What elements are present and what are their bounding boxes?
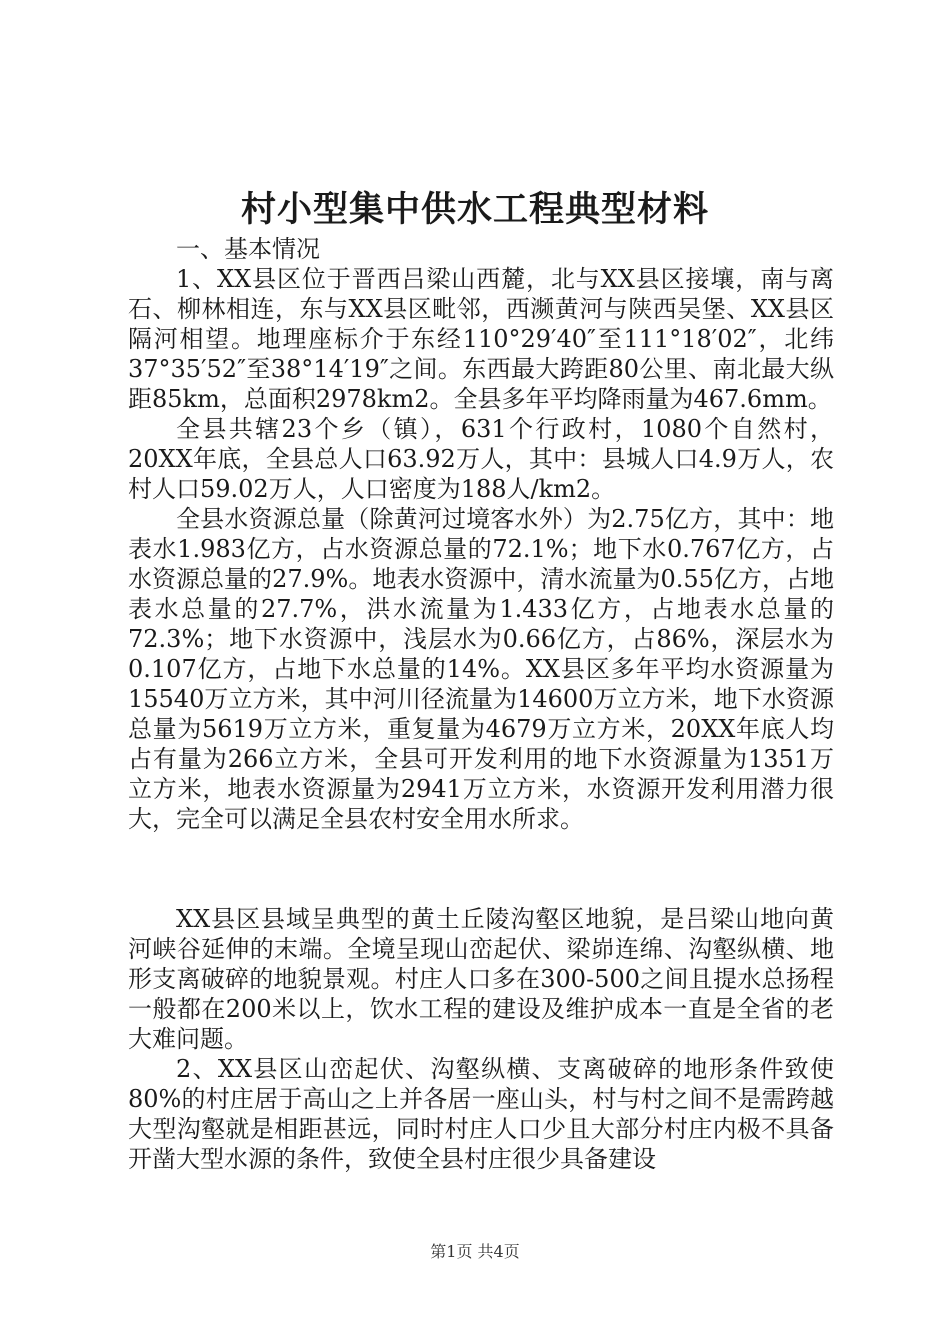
paragraph: 全县共辖23个乡（镇），631个行政村，1080个自然村，20XX年底，全县总人口63.92万人，其中：县城人口4.9万人，农村人口59.02万人，人口密度为188人/km2。 xyxy=(128,415,834,503)
body-block-1 xyxy=(128,234,834,834)
paragraph: 1、XX县区位于晋西吕梁山西麓，北与XX县区接壤，南与离石、柳林相连，东与XX县区毗邻，西濒黄河与陕西吴堡、XX县区隔河相望。地理座标介于东经110°29′40″至111°18′02″，北纬37°35′52″至38°14′19″之间。东西最大跨距80公里、南北最大纵距85km，总面积2978km2。全县多年平均降雨量为467.6mm。 xyxy=(128,265,834,413)
paragraph: 全县水资源总量（除黄河过境客水外）为2.75亿方，其中：地表水1.983亿方，占水资源总量的72.1%；地下水0.767亿方，占水资源总量的27.9%。地表水资源中，清水流量为0.55亿方，占地表水总量的27.7%，洪水流量为1.433亿方，占地表水总量的72.3%；地下水资源中，浅层水为0.66亿方，占86%，深层水为0.107亿方，占地下水总量的14%。XX县区多年平均水资源量为15540万立方米，其中河川径流量为14600万立方米，地下水资源总量为5619万立方米，重复量为4679万立方米，20XX年底人均占有量为266立方米，全县可开发利用的地下水资源量为1351万立方米，地表水资源量为2941万立方米，水资源开发利用潜力很大，完全可以满足全县农村安全用水所求。 xyxy=(128,505,834,833)
document-title: 村小型集中供水工程典型材料 xyxy=(240,189,709,230)
paragraph: 2、XX县区山峦起伏、沟壑纵横、支离破碎的地形条件致使80%的村庄居于高山之上并各居一座山头，村与村之间不是需跨越大型沟壑就是相距甚远，同时村庄人口少且大部分村庄内极不具备开凿大型水源的条件，致使全县村庄很少具备建设 xyxy=(128,1055,834,1173)
page-footer: 第1页 共4页 xyxy=(430,1242,520,1261)
paragraph: XX县区县域呈典型的黄土丘陵沟壑区地貌，是吕梁山地向黄河峡谷延伸的末端。全境呈现山峦起伏、梁峁连绵、沟壑纵横、地形支离破碎的地貌景观。村庄人口多在300-500之间且提水总扬程一般都在200米以上，饮水工程的建设及维护成本一直是全省的老大难问题。 xyxy=(128,905,834,1053)
section-heading: 一、基本情况 xyxy=(176,235,320,263)
body-block-2 xyxy=(128,904,834,1174)
